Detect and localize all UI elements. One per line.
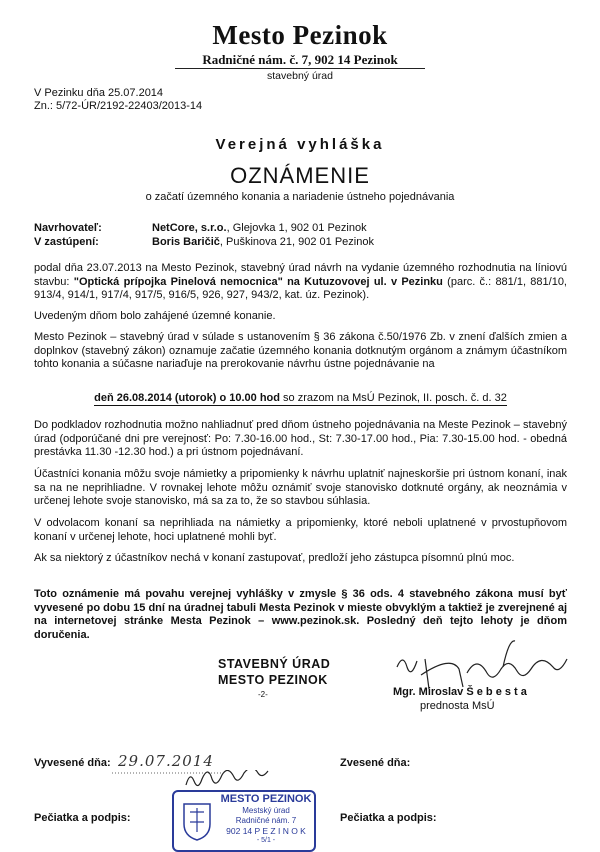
paragraph-documents: Do podkladov rozhodnutia možno nahliadnuť pred dňom ústneho pojednávania na Meste Pezinok – stavebný úrad (odporúčané dni pre verejnosť: Po: 7.30-16.00 hod., St: 7.30-17.00 hod., Pia: 7.30-15.00 hod. - obedná prestávka 11.30 -12.30 hod.) a pri ústnom pojednávaní. bbox=[34, 419, 567, 458]
paragraph-proposal bbox=[34, 262, 567, 303]
paragraph-appeal: V odvolacom konaní sa neprihliada na námietky a pripomienky, ktoré neboli uplatnené v prvostupňovom konaní v určenej lehote, hoci uplatnené mohli byť. bbox=[34, 517, 567, 543]
proposer-name: NetCore, s.r.o. bbox=[152, 222, 227, 234]
office-stamp-number: -2- bbox=[258, 690, 268, 699]
signature-mark bbox=[385, 637, 575, 692]
handwritten-signature bbox=[180, 770, 300, 790]
hearing-date-bold: deň 26.08.2014 (utorok) o 10.00 hod bbox=[94, 392, 280, 404]
seal-label-left: Pečiatka a podpis: bbox=[34, 812, 131, 824]
posted-date: 29.07.2014 bbox=[118, 752, 214, 770]
reference-number: Zn.: 5/72-ÚR/2192-22403/2013-14 bbox=[34, 100, 203, 112]
representative-label: V zastúpení: bbox=[34, 236, 99, 248]
header-divider bbox=[175, 68, 425, 69]
seal-line1: MESTO PEZINOK bbox=[220, 793, 312, 805]
notice-type: Verejná vyhláška bbox=[215, 136, 385, 153]
proposer-label: Navrhovateľ: bbox=[34, 222, 102, 234]
seal-line2: Mestský úrad bbox=[242, 806, 290, 815]
signatory-name: Mgr. Miroslav Š e b e s t a bbox=[393, 686, 527, 698]
hearing-location: so zrazom na MsÚ Pezinok, II. posch. č. d. 32 bbox=[280, 392, 507, 404]
representative-name: Boris Baričič bbox=[152, 236, 220, 248]
posted-label: Vyvesené dňa: bbox=[34, 757, 111, 769]
paragraph-objections: Účastníci konania môžu svoje námietky a pripomienky k návrhu uplatniť najneskoršie pri ústnom konaní, inak sa na ne neprihliadne. V rovnakej lehote môžu oznámiť svoje stanovisko dotknuté orgány, ak neoznámia v určenej lehote svoje stanovisko, má sa za to, že so stavbou súhlasia. bbox=[34, 468, 567, 507]
page-subtitle: o začatí územného konania a nariadenie ústneho pojednávania bbox=[145, 191, 455, 203]
seal-line5: - 5/1 - bbox=[256, 837, 276, 844]
project-name: "Optická prípojka Pinelová nemocnica" na Kutuzovovej ul. v Pezinku bbox=[73, 275, 443, 288]
paragraph-started: Uvedeným dňom bolo zahájené územné konanie. bbox=[34, 310, 276, 322]
removed-label: Zvesené dňa: bbox=[340, 757, 411, 769]
paragraph-public-notice: Toto oznámenie má povahu verejnej vyhlášky v zmysle § 36 ods. 4 stavebného zákona musí byť vyvesené po dobu 15 dní na úradnej tabuli Mesta Pezinok v mieste obvyklým a taktiež je zverejnené aj na internetovej stránke Mesta Pezinok – www.pezinok.sk. Posledný deň tejto lehoty je dňom doručenia. bbox=[34, 588, 567, 641]
representative-value bbox=[152, 236, 374, 248]
town-address: Radničné nám. č. 7, 902 14 Pezinok bbox=[202, 52, 398, 67]
proposal-text: podal dňa 23.07.2013 na Mesto Pezinok, stavebný úrad návrh na vydanie územného rozhodnutia na líniovú stavbu: bbox=[34, 262, 567, 288]
office-name: stavebný úrad bbox=[267, 70, 333, 82]
office-stamp-line1: STAVEBNÝ ÚRAD bbox=[218, 657, 331, 671]
seal-line4: 902 14 P E Z I N O K bbox=[226, 826, 306, 836]
proposer-value bbox=[152, 222, 367, 234]
paragraph-announcement: Mesto Pezinok – stavebný úrad v súlade s ustanovením § 36 zákona č.50/1976 Zb. v znení ďalších zmien a doplnkov (stavebný zákon) oznamuje začatie územného konania dotknutým orgánom a známym účastníkom tohto konania a súčasne nariaďuje na prerokovanie návrhu ústne pojednávanie na bbox=[34, 331, 567, 370]
signatory-role: prednosta MsÚ bbox=[420, 700, 495, 712]
municipal-seal bbox=[172, 790, 316, 852]
seal-label-right: Pečiatka a podpis: bbox=[340, 812, 437, 824]
town-name: Mesto Pezinok bbox=[212, 20, 388, 50]
coat-of-arms-icon bbox=[180, 802, 214, 842]
page-title: OZNÁMENIE bbox=[230, 163, 370, 188]
parcel-list: (parc. č.: 881/1, 881/10, 913/4, 914/1, 917/4, 917/5, 916/5, 926, 927, 943/2, kat. úz. Pezinok). bbox=[34, 275, 567, 301]
office-stamp-line2: MESTO PEZINOK bbox=[218, 673, 328, 687]
seal-line3: Radničné nám. 7 bbox=[235, 816, 297, 825]
hearing-date bbox=[34, 392, 567, 404]
proposer-address: , Glejovka 1, 902 01 Pezinok bbox=[226, 222, 367, 234]
representative-address: , Puškinova 21, 902 01 Pezinok bbox=[219, 236, 374, 248]
paragraph-representation: Ak sa niektorý z účastníkov nechá v konaní zastupovať, predloží jeho zástupca písomnú plnú moc. bbox=[34, 552, 515, 564]
issue-date: V Pezinku dňa 25.07.2014 bbox=[34, 87, 164, 99]
